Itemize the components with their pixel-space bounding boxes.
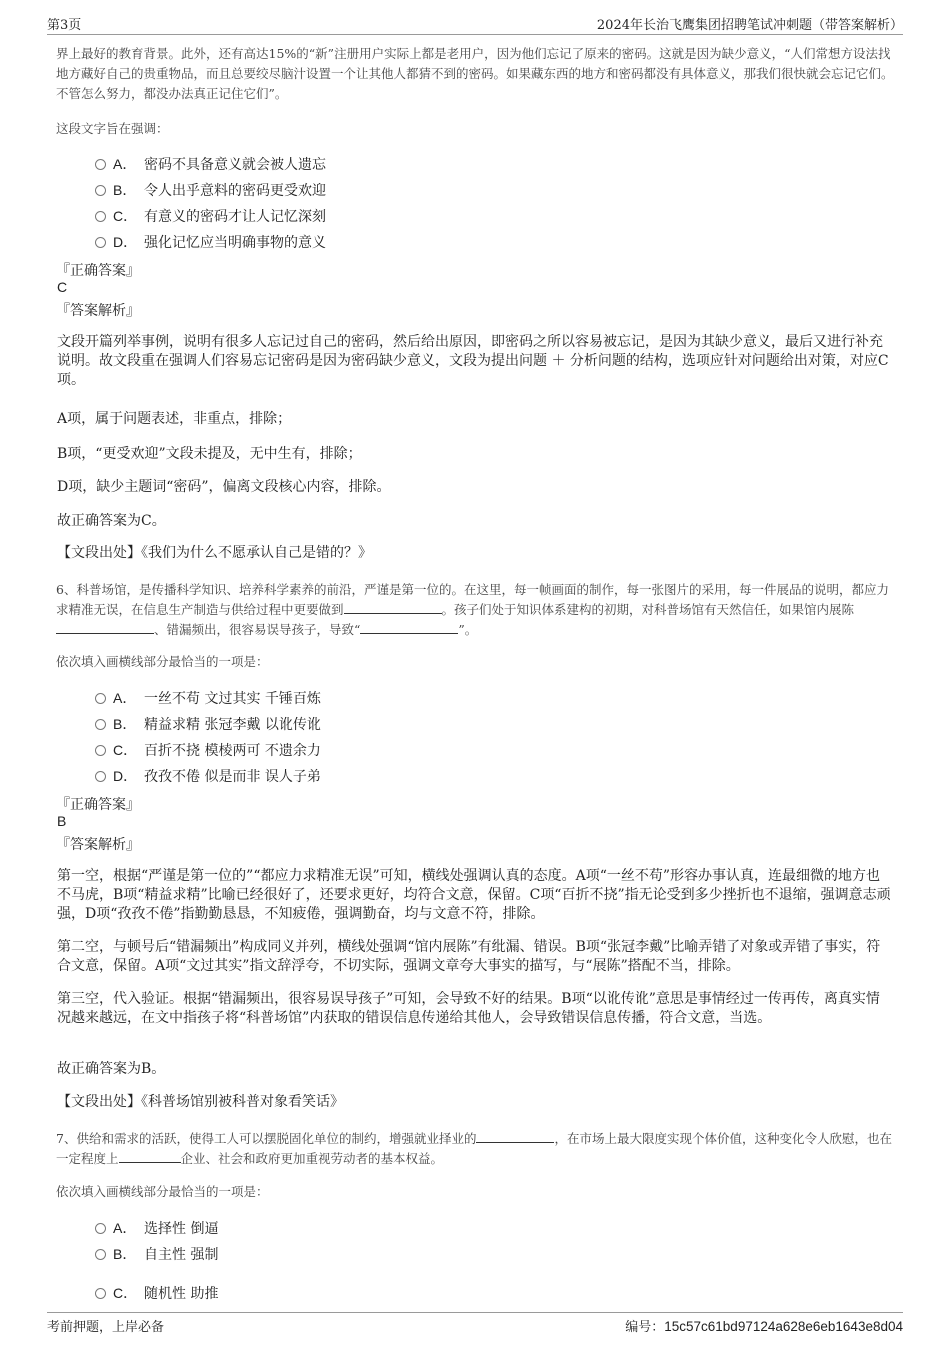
option-letter: C． [113, 742, 138, 758]
q6-analysis-blank-1: 第一空，根据“严谨是第一位的”“都应力求精准无误”可知，横线处强调认真的态度。A项“一丝不苟”形容办事认真，连最细微的地方也不马虎，B项“精益求精”比喻已经很好了，还要求更好，均符合文意，保留。C项“百折不挠”指无论受到多少挫折也不退缩，强调意志顽强，D项“孜孜不倦”指勤勤恳恳，不知疲倦，强调勤奋，均与文意不符，排除。 [57, 868, 891, 922]
q5-analysis-d: D项，缺少主题词“密码”，偏离文段核心内容，排除。 [57, 479, 391, 495]
option-text: 选择性 倒逼 [144, 1221, 219, 1237]
option-text: 令人出乎意料的密码更受欢迎 [144, 183, 326, 199]
q7-option-c[interactable] [95, 1283, 218, 1303]
document-code [625, 1316, 903, 1335]
option-text: 孜孜不倦 似是而非 误人子弟 [144, 769, 321, 785]
blank-line [344, 601, 442, 614]
q5-analysis-a: A项，属于问题表述，非重点，排除； [57, 411, 292, 427]
q5-source: 【文段出处】《我们为什么不愿承认自己是错的？》 [57, 545, 372, 561]
radio-icon[interactable] [95, 745, 106, 756]
radio-icon[interactable] [95, 719, 106, 730]
option-letter: B． [113, 182, 137, 198]
radio-icon[interactable] [95, 1288, 106, 1299]
radio-icon[interactable] [95, 1223, 106, 1234]
radio-icon[interactable] [95, 693, 106, 704]
q6-passage: 6、科普场馆，是传播科学知识、培养科学素养的前沿，严谨是第一位的。在这里，每一帧画面的制作，每一张图片的采用，每一件展品的说明，都应力求精准无误，在信息生产制造与供给过程中更要做到 。孩子们处于知识体系建构的初期，对科普场馆有天然信任，如果馆内展陈、错漏频出，很容易误导孩子，导致“ ”。 [56, 582, 889, 637]
q5-option-b[interactable] [95, 180, 326, 200]
document-title: 2024年长治飞鹰集团招聘笔试冲刺题（带答案解析） [596, 18, 903, 33]
q7-option-a[interactable] [95, 1218, 218, 1238]
q5-answer: C [57, 279, 68, 295]
option-text: 密码不具备意义就会被人遗忘 [144, 157, 326, 173]
radio-icon[interactable] [95, 159, 106, 170]
footer-slogan: 考前押题，上岸必备 [47, 1320, 165, 1335]
q6-option-a[interactable] [95, 688, 321, 708]
q7-option-b[interactable] [95, 1244, 218, 1264]
q6-option-c[interactable] [95, 740, 321, 760]
q5-answer-tag: 『正确答案』 [56, 263, 140, 279]
q6-answer-tag: 『正确答案』 [56, 797, 140, 813]
blank-line [360, 621, 458, 634]
option-text: 强化记忆应当明确事物的意义 [144, 235, 326, 251]
option-letter: D． [113, 234, 138, 250]
code-label: 编号： [625, 1320, 665, 1335]
option-text: 自主性 强制 [144, 1247, 219, 1263]
option-letter: A． [113, 156, 137, 172]
blank-line [56, 621, 154, 634]
blank-line [119, 1150, 181, 1163]
q5-option-c[interactable] [95, 206, 326, 226]
option-text: 精益求精 张冠李戴 以讹传讹 [144, 717, 321, 733]
blank-line [476, 1130, 554, 1143]
option-text: 有意义的密码才让人记忆深刻 [144, 209, 326, 225]
q6-analysis-tag: 『答案解析』 [56, 837, 140, 853]
q7-prompt: 依次填入画横线部分最恰当的一项是： [56, 1184, 269, 1199]
option-letter: B． [113, 716, 137, 732]
option-letter: D． [113, 768, 138, 784]
q5-option-d[interactable] [95, 232, 326, 252]
q5-analysis-tag: 『答案解析』 [56, 303, 140, 319]
q6-prompt: 依次填入画横线部分最恰当的一项是： [56, 654, 269, 669]
q5-option-a[interactable] [95, 154, 326, 174]
q5-prompt: 这段文字旨在强调： [56, 121, 169, 136]
q5-analysis-main: 文段开篇列举事例，说明有很多人忘记过自己的密码，然后给出原因，即密码之所以容易被忘记，是因为其缺少意义，最后又进行补充说明。故文段重在强调人们容易忘记密码是因为密码缺少意义，文段为提出问题 ＋ 分析问题的结构，选项应针对问题给出对策，对应C项。 [57, 334, 889, 388]
option-letter: B． [113, 1246, 137, 1262]
q6-option-d[interactable] [95, 766, 321, 786]
radio-icon[interactable] [95, 185, 106, 196]
radio-icon[interactable] [95, 237, 106, 248]
q5-passage: 界上最好的教育背景。此外，还有高达15%的“新”注册用户实际上都是老用户，因为他们忘记了原来的密码。这就是因为缺少意义，“人们常想方设法找地方藏好自己的贵重物品，而且总要绞尽脑汁设置一个让其他人都猜不到的密码。如果藏东西的地方和密码都没有具体意义，那我们很快就会忘记它们。不管怎么努力，都没办法真正记住它们”。 [56, 46, 894, 101]
q6-option-b[interactable] [95, 714, 321, 734]
radio-icon[interactable] [95, 1249, 106, 1260]
q5-conclusion: 故正确答案为C。 [57, 513, 166, 529]
option-letter: A． [113, 690, 137, 706]
q6-conclusion: 故正确答案为B。 [57, 1061, 166, 1077]
q5-analysis-b: B项，“更受欢迎”文段未提及，无中生有，排除； [57, 446, 362, 462]
q7-passage: 7、供给和需求的活跃，使得工人可以摆脱固化单位的制约，增强就业择业的 ，在市场上最大限度实现个体价值，这种变化令人欣慰，也在一定程度上 企业、社会和政府更加重视劳动者的基本权益。 [56, 1131, 892, 1166]
option-text: 一丝不苟 文过其实 千锤百炼 [144, 691, 321, 707]
page-number: 第3页 [47, 18, 82, 33]
radio-icon[interactable] [95, 771, 106, 782]
page-footer [47, 1312, 903, 1335]
radio-icon[interactable] [95, 211, 106, 222]
q6-source: 【文段出处】《科普场馆别被科普对象看笑话》 [57, 1094, 344, 1110]
q6-analysis-blank-3: 第三空，代入验证。根据“错漏频出，很容易误导孩子”可知，会导致不好的结果。B项“以讹传讹”意思是事情经过一传再传，离真实情况越来越远，在文中指孩子将“科普场馆”内获取的错误信息传递给其他人，会导致错误信息传播，符合文意，当选。 [57, 991, 880, 1026]
q6-analysis-blank-2: 第二空，与顿号后“错漏频出”构成同义并列，横线处强调“馆内展陈”有纰漏、错误。B项“张冠李戴”比喻弄错了对象或弄错了事实，符合文意，保留。A项“文过其实”指文辞浮夸，不切实际，强调文章夸大事实的描写，与“展陈”搭配不当，排除。 [57, 939, 881, 974]
option-letter: A． [113, 1220, 137, 1236]
option-letter: C． [113, 1285, 138, 1301]
q6-answer: B [57, 813, 67, 829]
page-header [47, 12, 903, 35]
option-text: 随机性 助推 [144, 1286, 219, 1302]
option-letter: C． [113, 208, 138, 224]
code-value: 15c57c61bd97124a628e6eb1643e8d04 [664, 1319, 903, 1334]
option-text: 百折不挠 模棱两可 不遗余力 [144, 743, 321, 759]
